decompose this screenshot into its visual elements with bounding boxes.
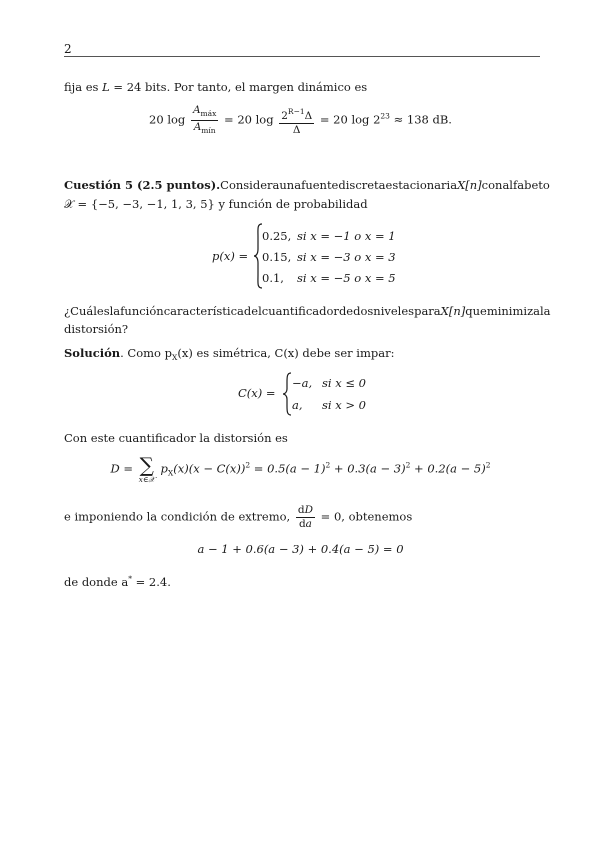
solution-line: Solución. Como $p_X(x)$ es simétrica, C(x) debe ser impar:: [64, 346, 395, 362]
distortion-intro: Con este cuantificador la distorsión es: [64, 431, 288, 445]
header-rule: [64, 56, 540, 57]
equation-dynamic-margin: 20 log $\frac{A_{máx}}{A_{mín}}$ = 20 log $\frac{2^{R-1}\Delta}{\Delta}$ = 20 $\log 2^{23} \approx 138$ dB.: [149, 104, 452, 136]
fraction-step: $\frac{2^{R-1}\Delta}{\Delta}$: [281, 106, 313, 136]
page-number: 2: [64, 42, 72, 56]
equation-distortion: D = ∑ x∈𝒳 $p_X(x)(x - C(x))^2 = 0.5(a - 1)^2 + 0.3(a - 3)^2 + 0.2(a - 5)^2$: [110, 453, 491, 484]
equation-linear: a − 1 + 0.6(a − 3) + 0.4(a − 5) = 0: [197, 542, 404, 556]
intro-line: fija es L = 24 bits. Por tanto, el margen dinámico es: [64, 80, 368, 94]
conclusion-line: de donde a* = 2.4.: [64, 574, 171, 589]
solution-label: Solución: [64, 346, 121, 360]
derivative-fraction: $\frac{dD}{da}$: [297, 504, 314, 530]
quantizer-brace: [282, 372, 292, 416]
question-label: Cuestión 5 (2.5 puntos).: [64, 178, 221, 192]
fraction-amax-amin: $\frac{A_{máx}}{A_{mín}}$: [192, 104, 217, 135]
prompt-line-1: ¿Cuál es la función característica del cuantificador de dos niveles para X[n] que minimiza la: [64, 304, 551, 318]
summation: ∑ x∈𝒳: [138, 453, 155, 484]
prompt-line-2: distorsión?: [64, 322, 129, 336]
extremum-line: e imponiendo la condición de extremo, $\frac{dD}{da}$ = 0, obtenemos: [64, 504, 413, 530]
question-line-1: Cuestión 5 (2.5 puntos). Considera una fuente discreta estacionaria X[n] con alfabeto: [64, 178, 550, 192]
question-line-2: 𝒳 = {−5, −3, −1, 1, 3, 5} y función de probabilidad: [64, 197, 368, 211]
